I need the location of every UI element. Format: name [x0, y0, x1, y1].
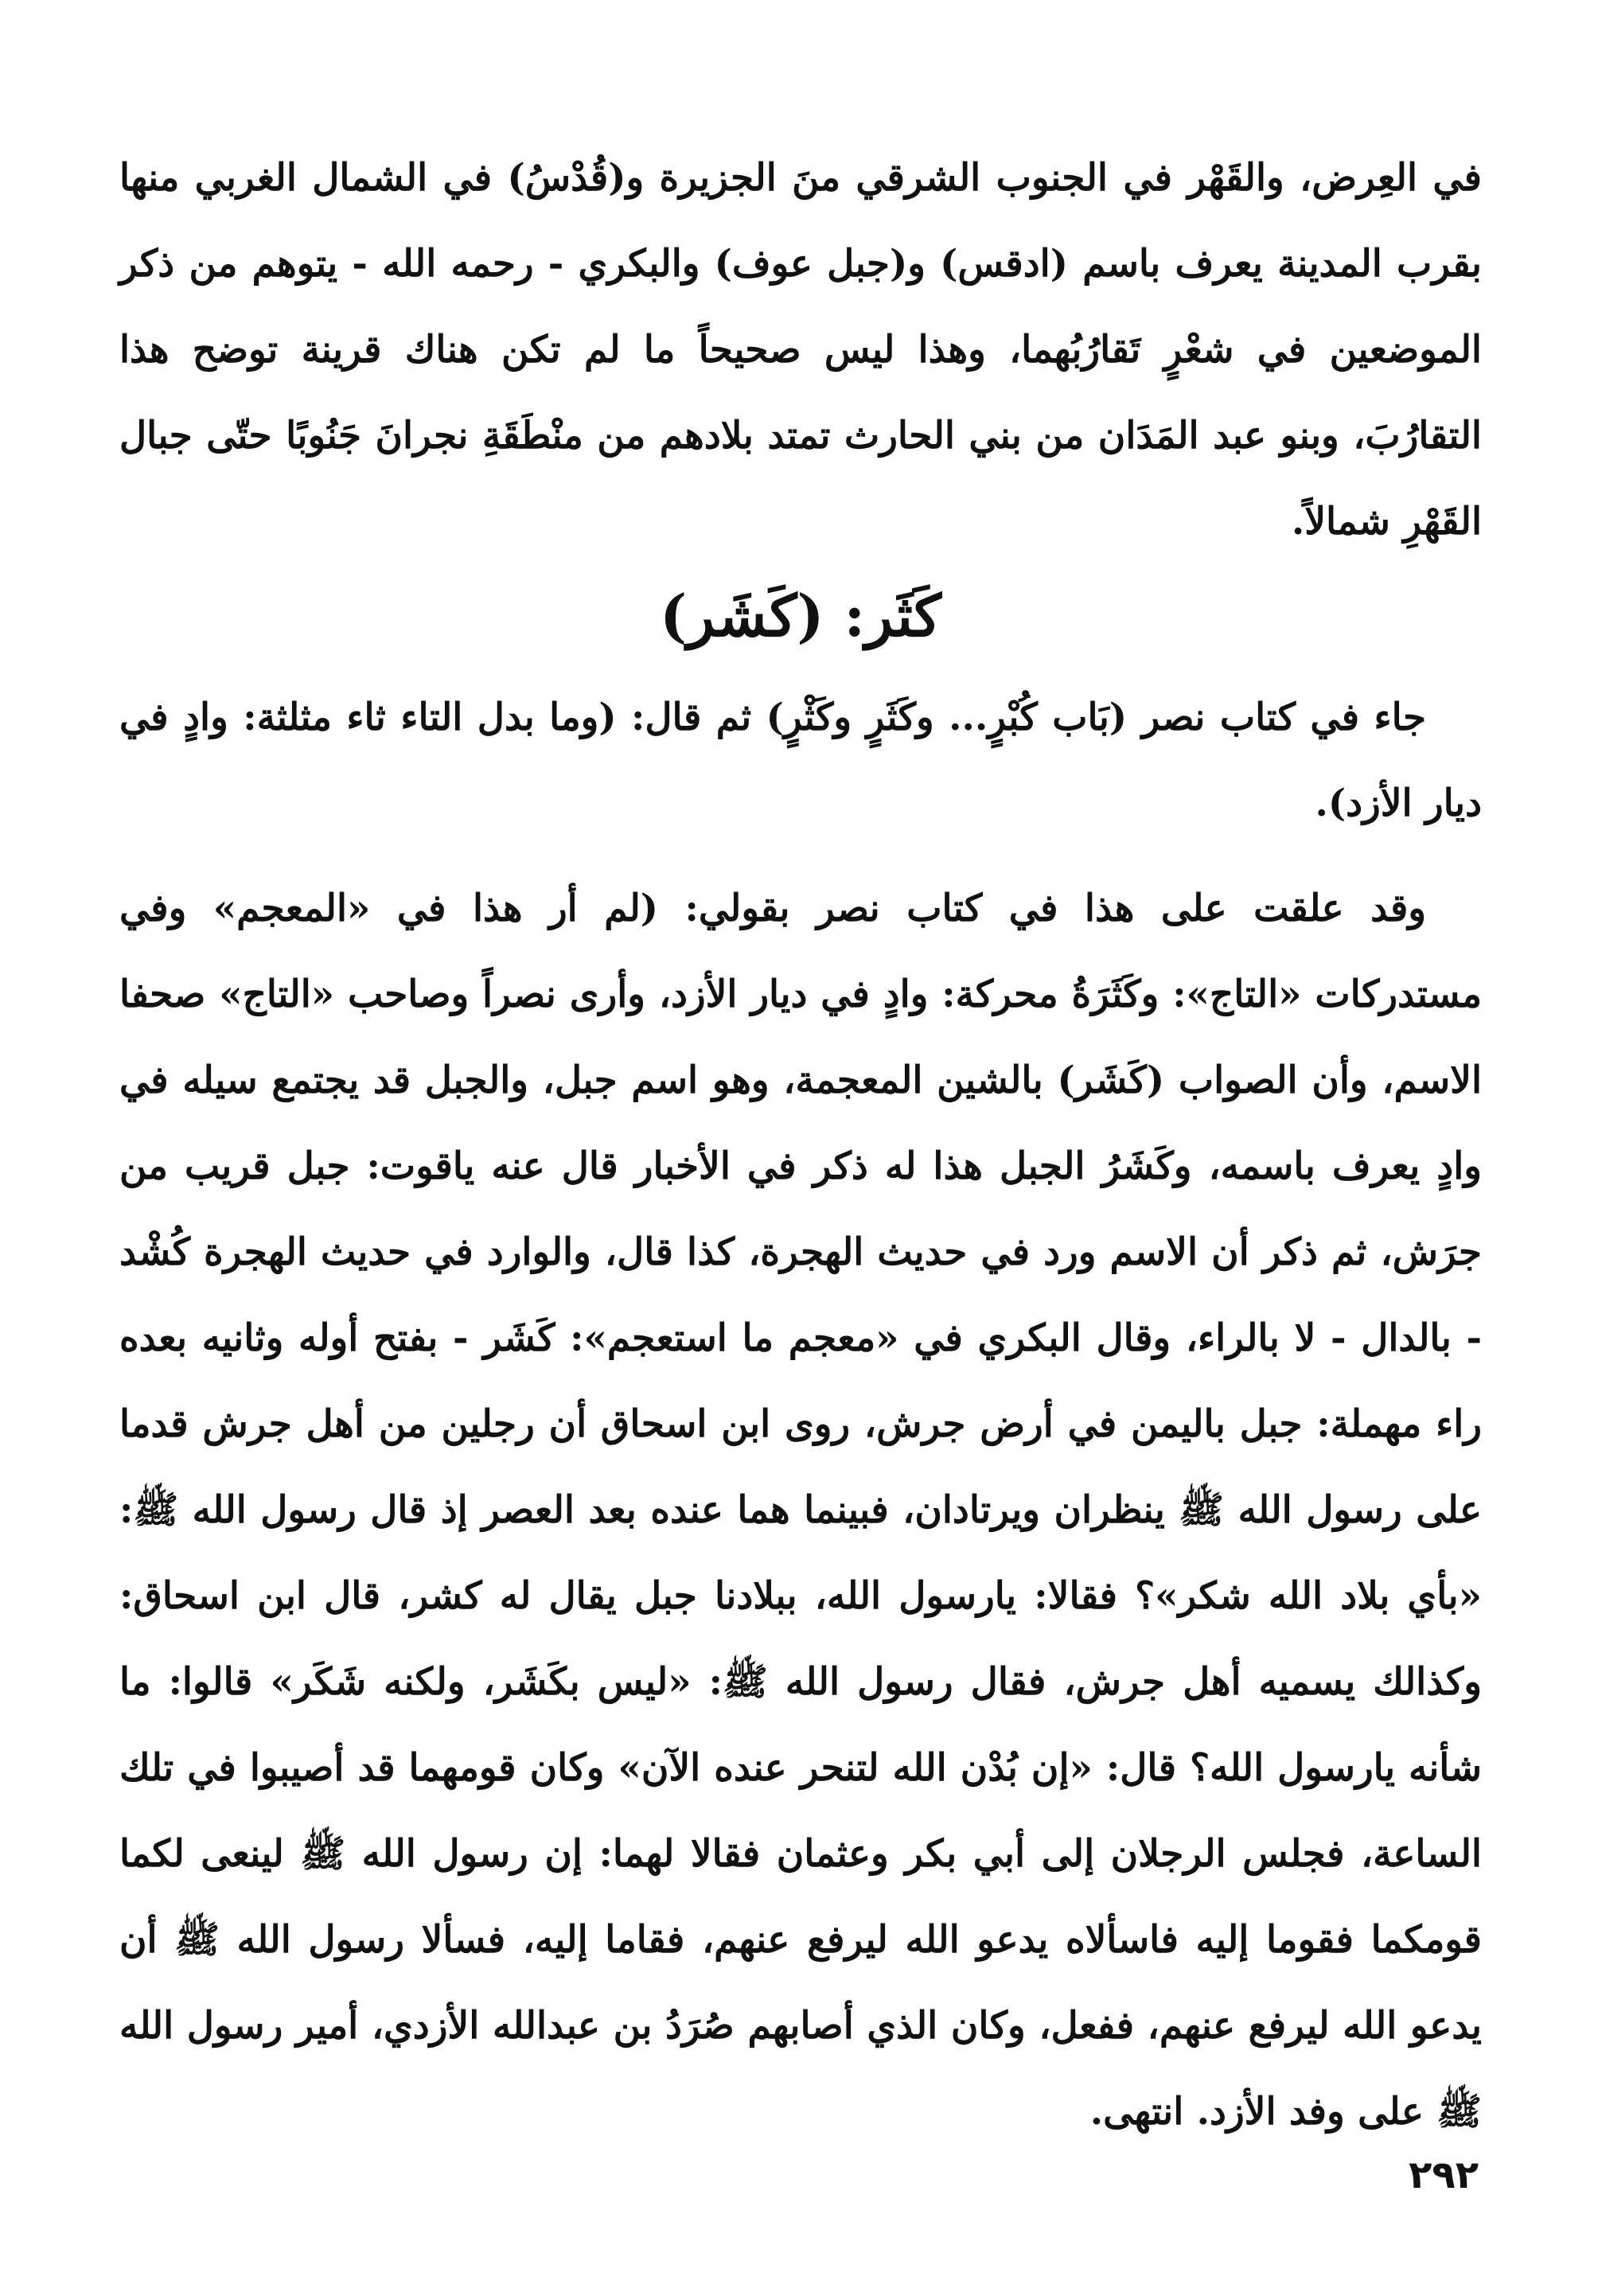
page-number: ٢٩٢ [1409, 2153, 1479, 2197]
paragraph-commentary: وقد علقت على هذا في كتاب نصر بقولي: (لم أر هذا في «المعجم» وفي مستدركات «التاج»: وكَثَرَةُ محركة: وادٍ في ديار الأزد، وأرى نصراً وصاحب «التاج» صحفا الاسم، وأن الصواب (كَشَر) بالشين المعجمة، وهو اسم جبل، والجبل قد يجتمع سيله في وادٍ يعرف باسمه، وكَشَرُ الجبل هذا له ذكر في الأخبار قال عنه ياقوت: جبل قريب من جرَش، ثم ذكر أن الاسم ورد في حديث الهجرة، كذا قال، والوارد في حديث الهجرة كُشْد - بالدال - لا بالراء، وقال البكري في «معجم ما استعجم»: كَشَر - بفتح أوله وثانيه بعده راء مهملة: جبل باليمن في أرض جرش، روى ابن اسحاق أن رجلين من أهل جرش قدما على رسول الله ﷺ ينظران ويرتادان، فبينما هما عنده بعد العصر إذ قال رسول الله ﷺ: «بأي بلاد الله شكر»؟ فقالا: يارسول الله، ببلادنا جبل يقال له كشر، قال ابن اسحاق: وكذالك يسميه أهل جرش، فقال رسول الله ﷺ: «ليس بكَشَر، ولكنه شَكَر» قالوا: ما شأنه يارسول الله؟ قال: «إن بُدْن الله لتنحر عنده الآن» وكان قومهما قد أصيبوا في تلك الساعة، فجلس الرجلان إلى أبي بكر وعثمان فقالا لهما: إن رسول الله ﷺ لينعى لكما قومكما فقوما إليه فاسألاه يدعو الله ليرفع عنهم، فقاما إليه، فسألا رسول الله ﷺ أن يدعو الله ليرفع عنهم، ففعل، وكان الذي أصابهم صُرَدُ بن عبدالله الأزدي، أمير رسول الله ﷺ على وفد الأزد. انتهى. [119, 887, 1482, 2134]
paragraph-intro: في العِرض، والقَهْر في الجنوب الشرقي منَ الجزيرة و(قُدْسُ) في الشمال الغربي منها بقرب المدينة يعرف باسم (ادقس) و(جبل عوف) والبكري - رحمه الله - يتوهم من ذكر الموضعين في شعْرٍ تَقارُبُهما، وهذا ليس صحيحاً ما لم تكن هناك قرينة توضح هذا التقارُبَ، وبنو عبد المَدَان من بني الحارث تمتد بلادهم من منْطَقَةِ نجرانَ جَنُوبًا حتّى جبال القَهْرِ شمالاً. [119, 156, 1482, 544]
page-body [119, 135, 1482, 2155]
section-heading: كَثَر: (كَشَر) [660, 582, 941, 649]
paragraph-gap [119, 847, 1482, 866]
paragraph-nasr-quote: جاء في كتاب نصر (بَاب كُبْرٍ... وكَثَرٍ وكَثْرٍ) ثم قال: (وما بدل التاء ثاء مثلثة: وادٍ في ديار الأزد). [119, 696, 1482, 825]
